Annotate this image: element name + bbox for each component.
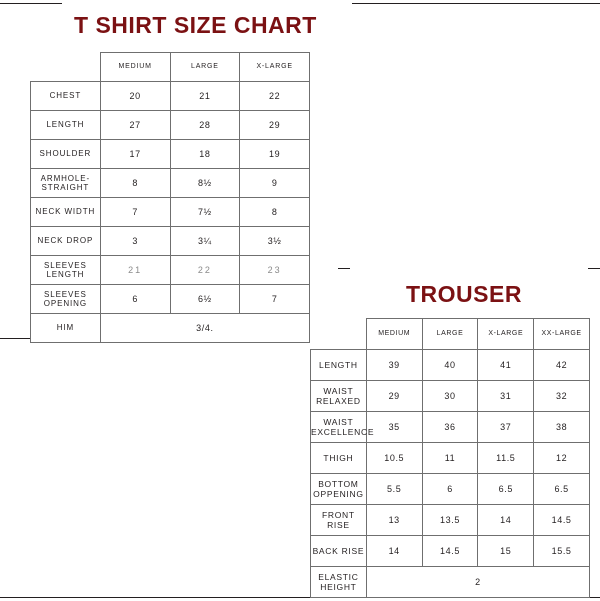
row-label: NECK WIDTH xyxy=(31,197,101,226)
cell-value: 21 xyxy=(170,81,240,110)
header-cell-corner xyxy=(31,53,101,82)
cell-value: 8½ xyxy=(170,168,240,197)
table-row xyxy=(31,81,310,110)
cell-value: 8 xyxy=(100,168,170,197)
cell-value: 22 xyxy=(240,81,310,110)
header-cell-large: LARGE xyxy=(170,53,240,82)
row-label: SLEEVES LENGTH xyxy=(31,255,101,284)
cell-value: 3 xyxy=(100,226,170,255)
cell-value: 37 xyxy=(478,411,534,442)
cell-value: 7 xyxy=(240,284,310,313)
header-cell-xlarge: X-LARGE xyxy=(240,53,310,82)
table-row xyxy=(31,110,310,139)
divider-top-right xyxy=(352,3,600,4)
cell-value: 31 xyxy=(478,380,534,411)
row-label: CHEST xyxy=(31,81,101,110)
cell-value: 11.5 xyxy=(478,442,534,473)
cell-value: 13 xyxy=(366,504,422,535)
cell-value: 35 xyxy=(366,411,422,442)
footer-value: 2 xyxy=(366,566,589,597)
footer-label: HIM xyxy=(31,313,101,342)
cell-value: 6 xyxy=(422,473,478,504)
cell-value: 7½ xyxy=(170,197,240,226)
row-label: FRONT RISE xyxy=(311,504,367,535)
header-cell-large: LARGE xyxy=(422,319,478,350)
row-label: THIGH xyxy=(311,442,367,473)
row-label: WAIST RELAXED xyxy=(311,380,367,411)
cell-value: 29 xyxy=(240,110,310,139)
divider-middle-right xyxy=(588,268,600,269)
row-label: BACK RISE xyxy=(311,535,367,566)
table-row xyxy=(31,284,310,313)
table-footer-row xyxy=(31,313,310,342)
row-label: LENGTH xyxy=(31,110,101,139)
cell-value: 14 xyxy=(366,535,422,566)
table-row xyxy=(31,197,310,226)
cell-value: 10.5 xyxy=(366,442,422,473)
cell-value: 9 xyxy=(240,168,310,197)
cell-value: 3½ xyxy=(240,226,310,255)
row-label: WAIST EXCELLENCE xyxy=(311,411,367,442)
cell-value: 17 xyxy=(100,139,170,168)
header-cell-medium: MEDIUM xyxy=(100,53,170,82)
cell-value: 21 xyxy=(100,255,170,284)
header-cell-xlarge: X-LARGE xyxy=(478,319,534,350)
cell-value: 3¼ xyxy=(170,226,240,255)
row-label: BOTTOM OPPENING xyxy=(311,473,367,504)
table-row xyxy=(311,535,590,566)
table-row xyxy=(311,349,590,380)
cell-value: 40 xyxy=(422,349,478,380)
table-row xyxy=(311,504,590,535)
cell-value: 11 xyxy=(422,442,478,473)
row-label: SLEEVES OPENING xyxy=(31,284,101,313)
cell-value: 7 xyxy=(100,197,170,226)
divider-dash xyxy=(338,268,350,269)
cell-value: 6.5 xyxy=(534,473,590,504)
table-row xyxy=(31,255,310,284)
row-label: ARMHOLE-STRAIGHT xyxy=(31,168,101,197)
cell-value: 27 xyxy=(100,110,170,139)
cell-value: 19 xyxy=(240,139,310,168)
cell-value: 22 xyxy=(170,255,240,284)
footer-label: ELASTIC HEIGHT xyxy=(311,566,367,597)
shirt-size-table xyxy=(30,52,310,343)
table-header-row xyxy=(31,53,310,82)
cell-value: 29 xyxy=(366,380,422,411)
header-cell-medium: MEDIUM xyxy=(366,319,422,350)
cell-value: 6.5 xyxy=(478,473,534,504)
header-cell-xxlarge: XX-LARGE xyxy=(534,319,590,350)
cell-value: 6 xyxy=(100,284,170,313)
row-label: SHOULDER xyxy=(31,139,101,168)
trouser-chart-title: TROUSER xyxy=(406,281,522,307)
cell-value: 23 xyxy=(240,255,310,284)
cell-value: 5.5 xyxy=(366,473,422,504)
cell-value: 12 xyxy=(534,442,590,473)
cell-value: 8 xyxy=(240,197,310,226)
cell-value: 15 xyxy=(478,535,534,566)
cell-value: 36 xyxy=(422,411,478,442)
table-row xyxy=(311,473,590,504)
table-row xyxy=(311,380,590,411)
divider-top-left xyxy=(0,3,62,4)
table-row xyxy=(31,226,310,255)
cell-value: 32 xyxy=(534,380,590,411)
cell-value: 14.5 xyxy=(422,535,478,566)
cell-value: 39 xyxy=(366,349,422,380)
table-row xyxy=(31,168,310,197)
cell-value: 41 xyxy=(478,349,534,380)
table-row xyxy=(311,442,590,473)
cell-value: 14.5 xyxy=(534,504,590,535)
cell-value: 13.5 xyxy=(422,504,478,535)
table-header-row xyxy=(311,319,590,350)
cell-value: 15.5 xyxy=(534,535,590,566)
header-cell-corner xyxy=(311,319,367,350)
trouser-size-table xyxy=(310,318,590,598)
cell-value: 18 xyxy=(170,139,240,168)
cell-value: 28 xyxy=(170,110,240,139)
row-label: NECK DROP xyxy=(31,226,101,255)
cell-value: 14 xyxy=(478,504,534,535)
cell-value: 20 xyxy=(100,81,170,110)
footer-value: 3/4. xyxy=(100,313,309,342)
table-row xyxy=(311,411,590,442)
table-footer-row xyxy=(311,566,590,597)
row-label: LENGTH xyxy=(311,349,367,380)
table-row xyxy=(31,139,310,168)
cell-value: 42 xyxy=(534,349,590,380)
cell-value: 38 xyxy=(534,411,590,442)
shirt-chart-title: T SHIRT SIZE CHART xyxy=(74,12,317,38)
cell-value: 30 xyxy=(422,380,478,411)
cell-value: 6½ xyxy=(170,284,240,313)
